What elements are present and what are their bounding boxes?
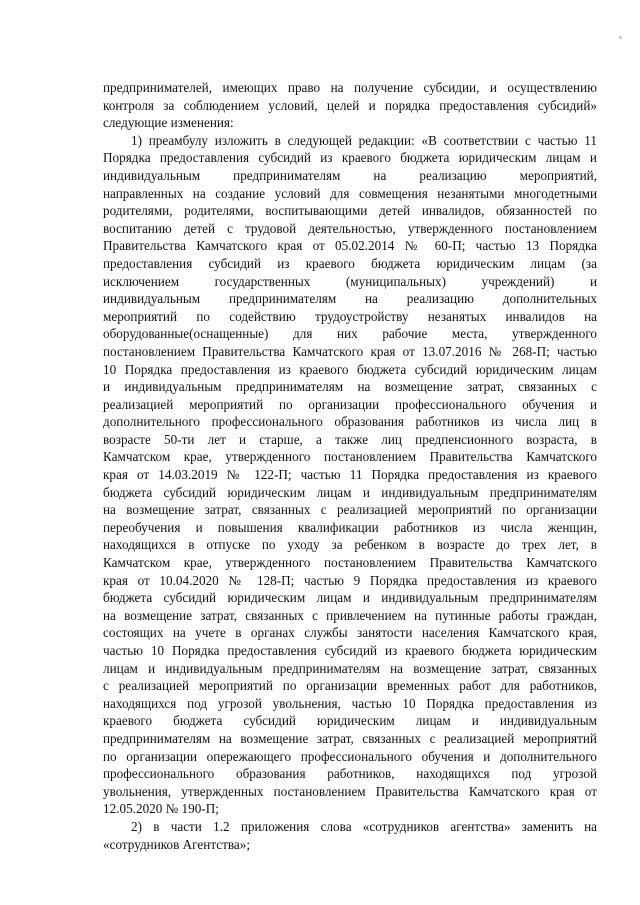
text-line: бюджета субсидий юридическим лицам и индивидуальным предпринимателям (103, 590, 597, 606)
text-line: увольнения, утвержденных постановлением Правительства Камчатского края от (103, 783, 597, 799)
text-line: следующие изменения: (103, 115, 234, 131)
item-1-first-line: 1) преамбулу изложить в следующей редакции: «В соответствии с частью 11 (131, 132, 597, 148)
text-line: с реализацией мероприятий по организации временных работ для работников, (103, 678, 597, 694)
text-line: состоящих на учете в органах службы занятости населения Камчатского края, (103, 625, 597, 641)
text-line: Правительства Камчатского края от 05.02.2014 № 60-П; частью 13 Порядка (103, 238, 597, 254)
text-line: предпринимателям на возмещение затрат, связанных с реализацией мероприятий (103, 730, 597, 746)
text-line: «сотрудников Агентства»; (103, 836, 251, 852)
text-line: предпринимателей, имеющих право на получение субсидии, и осуществлению (103, 80, 597, 95)
text-line: реализацией мероприятий по организации профессионального обучения и (103, 396, 597, 412)
text-line: 10 Порядка предоставления из краевого бюджета субсидий юридическим лицам (103, 361, 597, 377)
text-line: дополнительного профессионального образования работников из числа лиц в (103, 414, 597, 430)
text-line: 12.05.2020 № 190-П; (103, 801, 219, 817)
text-line: находящихся в отпуске по уходу за ребенком в возрасте до трех лет, в (103, 537, 597, 553)
text-line: воспитанию детей с трудовой деятельностью, утвержденного постановлением (103, 220, 597, 236)
text-line: по организации опережающего профессионального обучения и дополнительного (103, 748, 597, 764)
text-line: находящихся под угрозой увольнения, частью 10 Порядка предоставления из (103, 695, 597, 711)
text-line: родителями, родителями, воспитывающими детей инвалидов, обязанностей по (103, 203, 597, 219)
text-line: оборудованные(оснащенные) для них рабочие места, утвержденного (103, 326, 597, 342)
text-line: на возмещение затрат, связанных с реализацией мероприятий по организации (103, 502, 597, 518)
scan-speck (619, 36, 622, 39)
text-line: Камчатском крае, утвержденного постановлением Правительства Камчатского (103, 449, 597, 465)
text-line: направленных на создание условий для совмещения незанятыми многодетными (103, 185, 597, 201)
text-line: Камчатском крае, утвержденного постановлением Правительства Камчатского (103, 555, 597, 571)
text-line: мероприятий по содействию трудоустройству незанятых инвалидов на (103, 308, 597, 324)
text-line: исключением государственных (муниципальных) учреждений) и (103, 273, 597, 289)
text-line: лицам и индивидуальным предпринимателям на возмещение затрат, связанных (103, 660, 597, 676)
text-line: индивидуальным предпринимателям на реализацию мероприятий, (103, 167, 597, 183)
text-line: переобучения и повышения квалификации работников из числа женщин, (103, 519, 597, 535)
text-line: возрасте 50-ти лет и старше, а также лиц предпенсионного возраста, в (103, 431, 597, 447)
text-line: и индивидуальным предпринимателям на возмещение затрат, связанных с (103, 379, 597, 395)
text-line: постановлением Правительства Камчатского края от 13.07.2016 № 268-П; частью (103, 343, 597, 359)
item-2-first-line: 2) в части 1.2 приложения слова «сотрудников агентства» заменить на (131, 818, 597, 834)
text-line: на возмещение затрат, связанных с привлечением на путинные работы граждан, (103, 607, 597, 623)
text-line: края от 14.03.2019 № 122-П; частью 11 Порядка предоставления из краевого (103, 467, 597, 483)
text-line: краевого бюджета субсидий юридическим лицам и индивидуальным (103, 713, 597, 729)
text-line: края от 10.04.2020 № 128-П; частью 9 Порядка предоставления из краевого (103, 572, 597, 588)
text-line: частью 10 Порядка предоставления субсидий из краевого бюджета юридическим (103, 643, 597, 658)
text-line: контроля за соблюдением условий, целей и порядка предоставления субсидий» (103, 97, 597, 113)
text-line: бюджета субсидий юридическим лицам и индивидуальным предпринимателям (103, 484, 597, 500)
text-line: предоставления субсидий из краевого бюджета юридическим лицам (за (103, 255, 597, 271)
text-line: индивидуальным предпринимателям на реализацию дополнительных (103, 291, 597, 307)
text-line: Порядка предоставления субсидий из краевого бюджета юридическим лицам и (103, 150, 597, 166)
document-body (103, 79, 597, 853)
text-line: профессионального образования работников, находящихся под угрозой (103, 766, 597, 782)
